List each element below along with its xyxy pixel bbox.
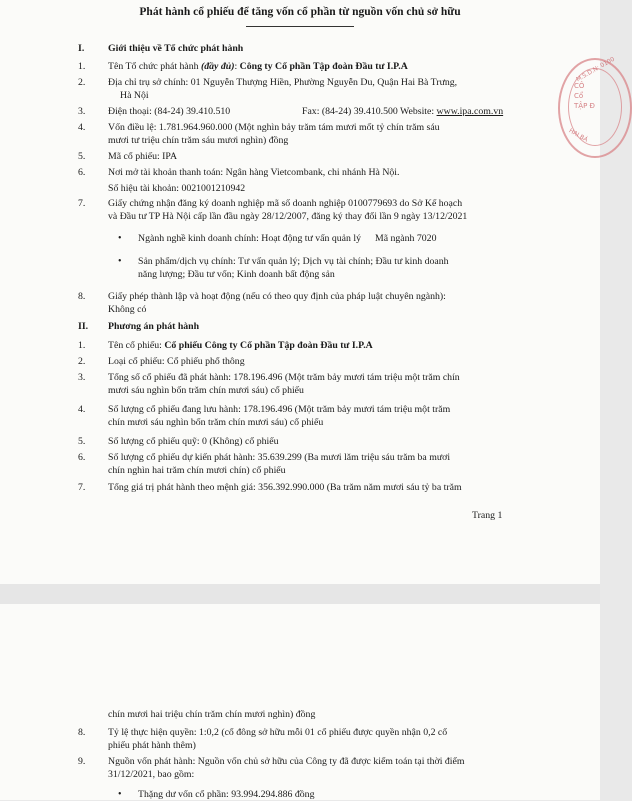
business-registration-line-2: và Đầu tư TP Hà Nội cấp lần đầu ngày 28/12/2007, đăng ký thay đổi lần 9 ngày 13/12/2021 xyxy=(108,211,468,222)
bullet-icon: • xyxy=(118,256,122,267)
page-gap xyxy=(0,584,600,604)
page-number: Trang 1 xyxy=(472,510,503,521)
phone-row: Điện thoại: (84-24) 39.410.510 xyxy=(108,106,231,117)
item-number: 6. xyxy=(78,452,86,463)
fax-website-row: Fax: (84-24) 39.410.500 Website: www.ipa.com.vn xyxy=(302,106,504,117)
bullet-icon: • xyxy=(118,233,122,244)
license-line-2: Không có xyxy=(108,304,147,315)
exercise-ratio-line-2: phiếu phát hành thêm) xyxy=(108,740,196,751)
charter-capital-line-1: Vốn điều lệ: 1.781.964.960.000 (Một nghìn bảy trăm tám mươi mốt tỷ chín trăm sáu xyxy=(108,122,440,133)
share-type: Loại cổ phiếu: Cổ phiếu phổ thông xyxy=(108,356,245,367)
bullet-icon: • xyxy=(118,789,122,800)
outstanding-shares-line-2: chín mươi sáu nghìn bốn trăm chín mươi sáu) cổ phiếu xyxy=(108,417,324,428)
outstanding-shares-line-1: Số lượng cổ phiếu đang lưu hành: 178.196.496 (Một trăm bảy mươi tám triệu một trăm xyxy=(108,404,451,415)
issued-shares-line-1: Tổng số cổ phiếu đã phát hành: 178.196.496 (Một trăm bảy mươi tám triệu một trăm chín xyxy=(108,372,460,383)
exercise-ratio-line-1: Tỷ lệ thực hiện quyền: 1:0,2 (cổ đông sở hữu mỗi 01 cổ phiếu được quyền nhận 0,2 cổ xyxy=(108,727,448,738)
item-number: 5. xyxy=(78,151,86,162)
item-number: 2. xyxy=(78,356,86,367)
capital-source-line-1: Nguồn vốn phát hành: Nguồn vốn chủ sở hữu của Công ty đã được kiểm toán tại thời điểm xyxy=(108,756,465,767)
item-number: 7. xyxy=(78,198,86,209)
item-number: 8. xyxy=(78,727,86,738)
item-number: 3. xyxy=(78,372,86,383)
document-page-2 xyxy=(0,604,600,800)
item-number: 7. xyxy=(78,482,86,493)
planned-issue-line-2: chín nghìn hai trăm chín mươi chín) cổ phiếu xyxy=(108,465,286,476)
main-products-line-1: Sản phẩm/dịch vụ chính: Tư vấn quản lý; Dịch vụ tài chính; Đầu tư kinh doanh xyxy=(138,256,449,267)
section-number: II. xyxy=(78,321,89,332)
capital-source-line-2: 31/12/2021, bao gồm: xyxy=(108,769,195,780)
section-number: I. xyxy=(78,43,85,54)
item-number: 4. xyxy=(78,122,86,133)
section-heading: Giới thiệu về Tổ chức phát hành xyxy=(108,43,244,54)
bank-account-line-2: Số hiệu tài khoản: 0021001210942 xyxy=(108,183,246,194)
main-business-row: Ngành nghề kinh doanh chính: Hoạt động tư vấn quản lý Mã ngành 7020 xyxy=(138,233,437,244)
item-number: 9. xyxy=(78,756,86,767)
item-number: 8. xyxy=(78,291,86,302)
section-heading: Phương án phát hành xyxy=(108,321,200,332)
item-number: 5. xyxy=(78,436,86,447)
website-link[interactable]: www.ipa.com.vn xyxy=(436,106,504,117)
item-number: 6. xyxy=(78,167,86,178)
item-number: 2. xyxy=(78,77,86,88)
item-number: 3. xyxy=(78,106,86,117)
stock-code: Mã cổ phiếu: IPA xyxy=(108,151,178,162)
business-registration-line-1: Giấy chứng nhận đăng ký doanh nghiệp mã số doanh nghiệp 0100779693 do Sở Kế hoạch xyxy=(108,198,463,209)
issue-value-line-1: Tổng giá trị phát hành theo mệnh giá: 356.392.990.000 (Ba trăm năm mươi sáu tỷ ba trăm xyxy=(108,482,462,493)
address-line-1: Địa chỉ trụ sở chính: 01 Nguyễn Thượng Hiền, Phường Nguyễn Du, Quận Hai Bà Trưng, xyxy=(108,77,458,88)
company-seal-stamp: M.S.D.N: 0100 CÔ Cổ TẬP Đ HAI BÀ xyxy=(558,58,632,158)
item-number: 4. xyxy=(78,404,86,415)
main-products-line-2: năng lượng; Đầu tư vốn; Kinh doanh bất động sản xyxy=(138,269,335,280)
item-number: 1. xyxy=(78,61,86,72)
charter-capital-line-2: mươi tư triệu chín trăm sáu mươi nghìn) đồng xyxy=(108,135,289,146)
item-number: 1. xyxy=(78,340,86,351)
title-underline xyxy=(246,26,354,27)
issuer-name-row: Tên Tổ chức phát hành (đầy đủ): Công ty Cổ phần Tập đoàn Đầu tư I.P.A xyxy=(108,61,408,72)
document-title: Phát hành cổ phiếu để tăng vốn cổ phần từ nguồn vốn chủ sở hữu xyxy=(139,6,461,18)
address-line-2: Hà Nội xyxy=(120,90,149,101)
issued-shares-line-2: mươi sáu nghìn bốn trăm chín mươi sáu) cổ phiếu xyxy=(108,385,304,396)
share-name-row: Tên cổ phiếu: Cổ phiếu Công ty Cổ phần Tập đoàn Đầu tư I.P.A xyxy=(108,340,373,351)
issue-value-line-2: chín mươi hai triệu chín trăm chín mươi nghìn) đồng xyxy=(108,709,316,720)
bank-account-line-1: Nơi mở tài khoản thanh toán: Ngân hàng Vietcombank, chi nhánh Hà Nội. xyxy=(108,167,400,178)
treasury-shares: Số lượng cổ phiếu quỹ: 0 (Không) cổ phiếu xyxy=(108,436,279,447)
share-premium: Thặng dư vốn cổ phần: 93.994.294.886 đồng xyxy=(138,789,315,800)
license-line-1: Giấy phép thành lập và hoạt động (nếu có theo quy định của pháp luật chuyên ngành): xyxy=(108,291,446,302)
planned-issue-line-1: Số lượng cổ phiếu dự kiến phát hành: 35.639.299 (Ba mươi lăm triệu sáu trăm ba mươi xyxy=(108,452,451,463)
